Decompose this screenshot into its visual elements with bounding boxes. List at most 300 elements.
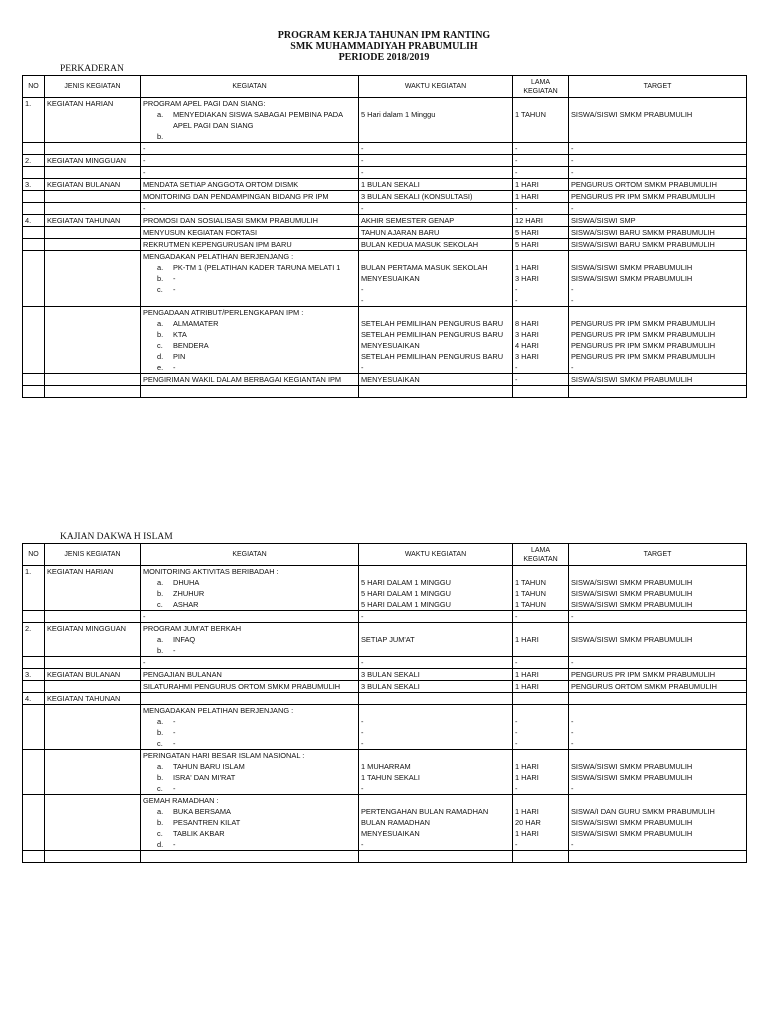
subitem-marker: c. [157,285,163,294]
kegiatan-subitem [143,839,356,850]
cell-lama [513,623,569,657]
cell-no: 2. [23,623,45,657]
lama-line: 1 HARI [515,807,539,816]
target-line: SISWA/SISWI SMKM PRABUMULIH [571,762,693,771]
cell-waktu [359,143,513,155]
target-line [571,693,744,704]
cell-kegiatan [141,307,359,374]
cell-no: 3. [23,179,45,191]
target-line [571,566,744,577]
cell-lama [513,203,569,215]
cell-lama [513,98,569,143]
kegiatan-line: - [143,156,146,165]
kegiatan-line: PROMOSI DAN SOSIALISASI SMKM PRABUMULIH [143,216,318,225]
cell-lama [513,215,569,227]
header-kegiatan: KEGIATAN [141,76,359,98]
target-line: PENGURUS PR IPM SMKM PRABUMULIH [571,670,716,679]
lama-line: - [515,658,518,667]
cell-lama [513,795,569,851]
cell-waktu [359,179,513,191]
lama-line: 1 TAHUN [515,578,546,587]
lama-line: - [515,144,518,153]
cell-target [569,143,747,155]
cell-kegiatan [141,215,359,227]
cell-waktu [359,851,513,863]
target-line: SISWA/SISWI SMKM PRABUMULIH [571,263,693,272]
cell-lama [513,566,569,611]
cell-lama [513,167,569,179]
subitem-text: ZHUHUR [173,589,205,598]
subitem-text: - [173,728,176,737]
target-line: SISWA/SISWI SMKM PRABUMULIH [571,375,693,384]
cell-kegiatan [141,191,359,203]
waktu-line [361,693,510,704]
cell-waktu [359,657,513,669]
cell-lama [513,681,569,693]
waktu-line: - [361,717,364,726]
cell-no [23,167,45,179]
cell-lama [513,227,569,239]
target-line: PENGURUS PR IPM SMKM PRABUMULIH [571,330,716,339]
subitem-text: ASHAR [173,600,199,609]
target-line: SISWA/SISWI SMKM PRABUMULIH [571,773,693,782]
kegiatan-subitem [143,329,356,340]
kegiatan-subitem [143,109,356,120]
subitem-marker: a. [157,319,164,328]
waktu-line: - [361,144,364,153]
lama-line [515,705,566,716]
cell-lama [513,155,569,167]
cell-target [569,239,747,251]
table-row [23,750,747,795]
subitem-text: KTA [173,330,187,339]
subitem-marker: a. [157,578,164,587]
table-row [23,179,747,191]
cell-waktu [359,307,513,374]
cell-waktu [359,623,513,657]
lama-line: 4 HARI [515,341,539,350]
cell-jenis-kegiatan [45,705,141,750]
subitem-text: TAHUN BARU ISLAM [173,762,245,771]
cell-jenis-kegiatan [45,251,141,307]
lama-line: 1 HARI [515,829,539,838]
waktu-line: MENYESUAIKAN [361,375,420,384]
cell-lama [513,179,569,191]
doc-title-line3: PERIODE 2018/2019 [338,52,430,63]
cell-lama [513,851,569,863]
target-line: SISWA/SISWI SMKM PRABUMULIH [571,589,693,598]
cell-target [569,251,747,307]
cell-jenis-kegiatan [45,203,141,215]
waktu-line: SETIAP JUM'AT [361,635,415,644]
subitem-marker: c. [157,739,163,748]
target-line: - [571,784,574,793]
cell-lama [513,693,569,705]
target-line: SISWA/SISWI SMKM PRABUMULIH [571,274,693,283]
table-row [23,657,747,669]
cell-target [569,566,747,611]
table-row [23,795,747,851]
waktu-line [361,795,510,806]
cell-waktu [359,386,513,398]
kegiatan-subitem [143,351,356,362]
table-row [23,227,747,239]
target-line: SISWA/SISWI BARU SMKM PRABUMULIH [571,228,715,237]
lama-line: 5 HARI [515,240,539,249]
subitem-text: MENYEDIAKAN SISWA SABAGAI PEMBINA PADA [173,110,344,119]
cell-lama [513,191,569,203]
kegiatan-line: REKRUTMEN KEPENGURUSAN IPM BARU [143,240,292,249]
header-target: TARGET [569,76,747,98]
cell-target [569,795,747,851]
cell-target [569,681,747,693]
header-target: TARGET [569,544,747,566]
lama-line: 20 HAR [515,818,541,827]
target-line: SISWA/SISWI SMP [571,216,636,225]
target-line [571,750,744,761]
waktu-line: PERTENGAHAN BULAN RAMADHAN [361,807,489,816]
table-row [23,307,747,374]
waktu-line [361,750,510,761]
cell-no [23,611,45,623]
waktu-line: SETELAH PEMILIHAN PENGURUS BARU [361,352,504,361]
waktu-line: 3 BULAN SEKALI [361,682,420,691]
cell-waktu [359,167,513,179]
table-row [23,851,747,863]
waktu-line [361,131,510,142]
subitem-text: - [173,646,176,655]
subitem-marker: a. [157,717,164,726]
cell-no [23,203,45,215]
lama-line: - [515,784,518,793]
kegiatan-subitem [143,131,356,142]
lama-line: 1 HARI [515,635,539,644]
cell-no [23,657,45,669]
cell-no: 4. [23,693,45,705]
kegiatan-line: MONITORING AKTIVITAS BERIBADAH : [143,567,279,576]
kegiatan-subitem [143,273,356,284]
table-row [23,566,747,611]
cell-jenis-kegiatan [45,191,141,203]
subitem-marker: b. [157,818,164,827]
cell-waktu [359,155,513,167]
cell-lama [513,386,569,398]
cell-target [569,386,747,398]
subitem-text: PIN [173,352,186,361]
subitem-text: - [173,784,176,793]
target-line [571,251,744,262]
waktu-line: - [361,156,364,165]
target-line: - [571,739,574,748]
waktu-line [361,251,510,262]
target-line [571,851,744,862]
cell-waktu [359,203,513,215]
target-line: - [571,363,574,372]
header-lama-kegiatan [513,76,569,98]
subitem-marker: c. [157,784,163,793]
cell-target [569,307,747,374]
cell-target [569,851,747,863]
lama-line: 5 HARI [515,228,539,237]
lama-line [515,566,566,577]
lama-line [515,120,566,131]
lama-line: - [515,728,518,737]
section-label-kajian-dakwah: KAJIAN DAKWA H ISLAM [60,532,173,542]
lama-line [515,851,566,862]
lama-line: 3 HARI [515,330,539,339]
waktu-line: 5 Hari dalam 1 Minggu [361,110,436,119]
header-waktu-kegiatan: WAKTU KEGIATAN [359,76,513,98]
subitem-text: TABLIK AKBAR [173,829,225,838]
cell-target [569,693,747,705]
subitem-text: BENDERA [173,341,209,350]
kegiatan-subitem [143,318,356,329]
cell-kegiatan [141,705,359,750]
cell-lama [513,143,569,155]
subitem-marker: d. [157,840,164,849]
kegiatan-line: - [143,144,146,153]
cell-target [569,623,747,657]
cell-lama [513,251,569,307]
target-line: - [571,658,574,667]
kegiatan-line [143,386,356,397]
kegiatan-line: MENYUSUN KEGIATAN FORTASI [143,228,258,237]
lama-line: - [515,612,518,621]
kegiatan-line: MONITORING DAN PENDAMPINGAN BIDANG PR IPM [143,192,329,201]
cell-jenis-kegiatan [45,239,141,251]
cell-target [569,227,747,239]
waktu-line: 1 BULAN SEKALI [361,180,420,189]
target-line: PENGURUS PR IPM SMKM PRABUMULIH [571,352,716,361]
target-line: SISWA/SISWI SMKM PRABUMULIH [571,818,693,827]
subitem-marker: b. [157,589,164,598]
target-line [571,120,744,131]
cell-target [569,167,747,179]
target-line [571,386,744,397]
cell-kegiatan [141,795,359,851]
subitem-text: - [173,274,176,283]
cell-no: 3. [23,669,45,681]
cell-jenis-kegiatan: KEGIATAN TAHUNAN [45,215,141,227]
table-row [23,203,747,215]
waktu-line: - [361,739,364,748]
lama-line: 1 TAHUN [515,589,546,598]
cell-no [23,681,45,693]
kegiatan-subitem [143,362,356,373]
doc-title-line2: SMK MUHAMMADIYAH PRABUMULIH [290,41,478,52]
kegiatan-subitem [143,806,356,817]
cell-jenis-kegiatan: KEGIATAN BULANAN [45,179,141,191]
lama-line [515,693,566,704]
table-header-row [23,544,747,566]
waktu-line: - [361,363,364,372]
lama-line: - [515,840,518,849]
kegiatan-subitem [143,716,356,727]
waktu-line: BULAN KEDUA MASUK SEKOLAH [361,240,479,249]
cell-waktu [359,693,513,705]
cell-no [23,227,45,239]
target-line [571,623,744,634]
cell-kegiatan [141,239,359,251]
cell-jenis-kegiatan [45,795,141,851]
lama-line: - [515,156,518,165]
waktu-line: TAHUN AJARAN BARU [361,228,440,237]
target-line: - [571,296,574,305]
lama-line: 1 HARI [515,192,539,201]
subitem-text: INFAQ [173,635,196,644]
cell-jenis-kegiatan: KEGIATAN HARIAN [45,566,141,611]
cell-jenis-kegiatan: KEGIATAN TAHUNAN [45,693,141,705]
subitem-text: - [173,840,176,849]
cell-kegiatan [141,623,359,657]
table-row [23,681,747,693]
header-lama-line1: LAMA [530,546,551,554]
lama-line: 1 HARI [515,180,539,189]
kegiatan-line: PROGRAM APEL PAGI DAN SIANG: [143,99,266,108]
table-header-row [23,76,747,98]
target-line: SISWA/SISWI SMKM PRABUMULIH [571,829,693,838]
kegiatan-line: SILATURAHMI PENGURUS ORTOM SMKM PRABUMULIH [143,682,341,691]
program-table-kajian-dakwah [22,543,747,863]
waktu-line: AKHIR SEMESTER GENAP [361,216,455,225]
header-no: NO [23,544,45,566]
waktu-line: 5 HARI DALAM 1 MINGGU [361,600,451,609]
cell-kegiatan [141,851,359,863]
waktu-line: MENYESUAIKAN [361,274,420,283]
waktu-line: 3 BULAN SEKALI [361,670,420,679]
cell-lama [513,611,569,623]
subitem-text: - [173,285,176,294]
lama-line [515,645,566,656]
waktu-line: - [361,168,364,177]
cell-no [23,307,45,374]
subitem-text: - [173,717,176,726]
kegiatan-line: PENGIRIMAN WAKIL DALAM BERBAGAI KEGIANTAN IPM [143,375,342,384]
cell-jenis-kegiatan [45,374,141,386]
subitem-text: ALMAMATER [173,319,219,328]
cell-waktu [359,795,513,851]
cell-target [569,705,747,750]
kegiatan-subitem [143,634,356,645]
table-row [23,374,747,386]
lama-line: 12 HARI [515,216,543,225]
section-label-perkaderan: PERKADERAN [60,64,124,74]
lama-line [515,251,566,262]
cell-no [23,374,45,386]
cell-no [23,851,45,863]
target-line: - [571,612,574,621]
waktu-line: - [361,204,364,213]
kegiatan-continuation: APEL PAGI DAN SIANG [173,121,254,130]
target-line [571,645,744,656]
lama-line: - [515,285,518,294]
cell-waktu [359,98,513,143]
subitem-marker: c. [157,341,163,350]
header-lama-line1: LAMA [530,78,551,86]
lama-line: 1 TAHUN [515,110,546,119]
waktu-line [361,566,510,577]
cell-waktu [359,374,513,386]
kegiatan-subitem [143,577,356,588]
cell-no [23,191,45,203]
lama-line: - [515,204,518,213]
waktu-line [361,98,510,109]
subitem-text: PESANTREN KILAT [173,818,241,827]
lama-line: 3 HARI [515,274,539,283]
cell-lama [513,669,569,681]
target-line: SISWA/SISWI BARU SMKM PRABUMULIH [571,240,715,249]
cell-kegiatan [141,566,359,611]
table-row [23,611,747,623]
subitem-marker: a. [157,110,164,119]
kegiatan-subitem [143,727,356,738]
waktu-line: MENYESUAIKAN [361,341,420,350]
kegiatan-subitem [143,599,356,610]
target-line: - [571,144,574,153]
kegiatan-line: - [143,658,146,667]
cell-waktu [359,251,513,307]
target-line [571,131,744,142]
header-jenis-kegiatan: JENIS KEGIATAN [45,76,141,98]
kegiatan-subitem [143,738,356,749]
cell-lama [513,239,569,251]
lama-line: 3 HARI [515,352,539,361]
target-line: - [571,168,574,177]
cell-jenis-kegiatan [45,143,141,155]
lama-line [515,750,566,761]
header-lama-line2: KEGIATAN [523,87,558,95]
target-line: - [571,717,574,726]
table-row [23,251,747,307]
table-row [23,98,747,143]
cell-lama [513,705,569,750]
lama-line: 1 HARI [515,773,539,782]
kegiatan-line: GEMAH RAMADHAN : [143,796,219,805]
subitem-marker: a. [157,762,164,771]
waktu-line: - [361,285,364,294]
lama-line: - [515,168,518,177]
cell-no [23,251,45,307]
cell-jenis-kegiatan [45,750,141,795]
kegiatan-line [143,851,356,862]
lama-line: - [515,363,518,372]
waktu-line: 1 TAHUN SEKALI [361,773,420,782]
target-line: PENGURUS PR IPM SMKM PRABUMULIH [571,192,716,201]
cell-jenis-kegiatan [45,611,141,623]
cell-waktu [359,681,513,693]
target-line: SISWA/SISWI SMKM PRABUMULIH [571,110,693,119]
target-line: SISWA/I DAN GURU SMKM PRABUMULIH [571,807,715,816]
kegiatan-line [143,693,356,704]
lama-line: - [515,717,518,726]
kegiatan-line: - [143,204,146,213]
waktu-line: - [361,612,364,621]
cell-waktu [359,566,513,611]
table-row [23,693,747,705]
cell-kegiatan [141,98,359,143]
table-row [23,623,747,657]
kegiatan-line [143,295,356,306]
cell-no [23,705,45,750]
table-row [23,215,747,227]
cell-jenis-kegiatan [45,227,141,239]
cell-target [569,179,747,191]
subitem-text: - [173,739,176,748]
target-line: SISWA/SISWI SMKM PRABUMULIH [571,635,693,644]
cell-jenis-kegiatan: KEGIATAN MINGGUAN [45,623,141,657]
cell-target [569,155,747,167]
target-line: SISWA/SISWI SMKM PRABUMULIH [571,578,693,587]
